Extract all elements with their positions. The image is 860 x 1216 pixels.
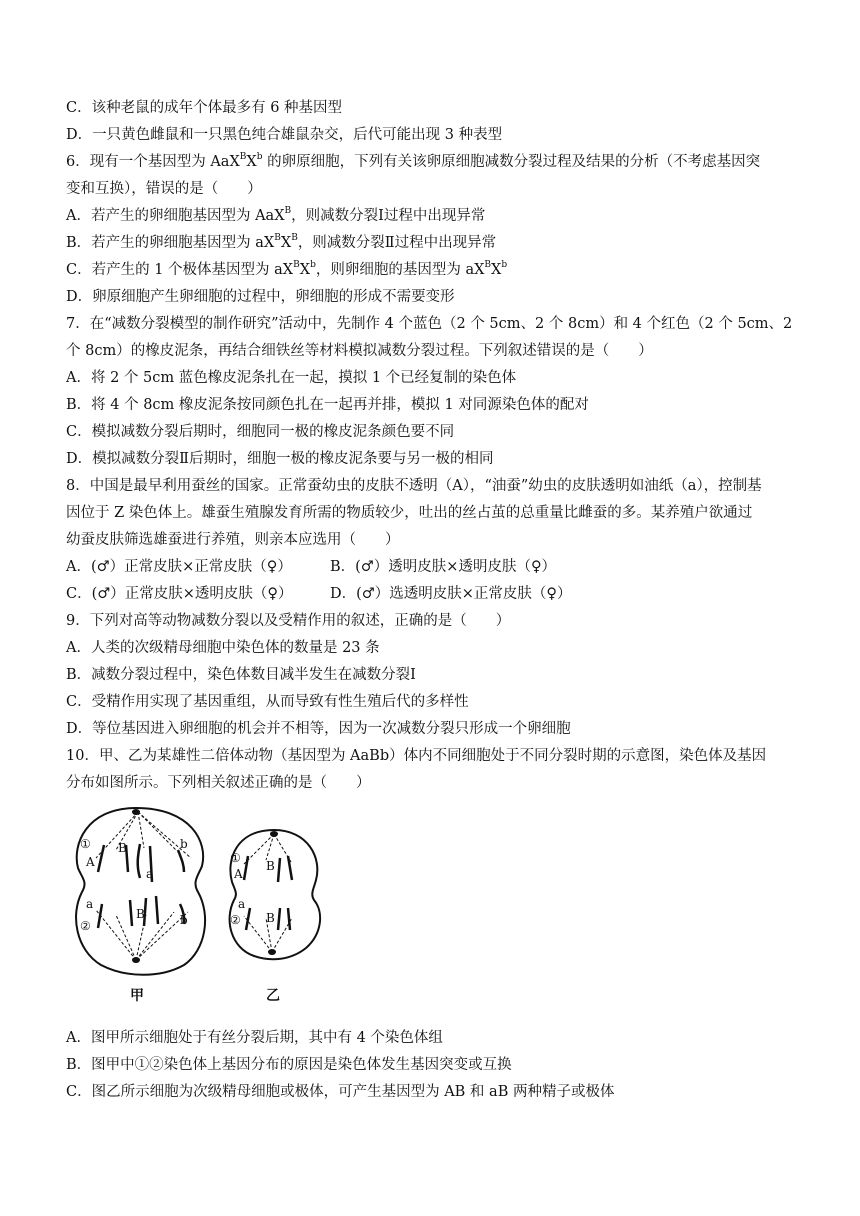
cell-division-figure	[66, 800, 336, 1010]
gene-A-yi: A	[234, 867, 243, 881]
option-9d: D．等位基因进入卵细胞的机会并不相等，因为一次减数分裂只形成一个卵细胞	[66, 721, 571, 737]
option-8a: A．(♂）正常皮肤×正常皮肤（♀）	[66, 559, 292, 575]
option-7d: D．模拟减数分裂Ⅱ后期时，细胞一极的橡皮泥条要与另一极的相同	[66, 451, 494, 467]
option-5d: D．一只黄色雌鼠和一只黑色纯合雄鼠杂交，后代可能出现 3 种表型	[66, 127, 503, 143]
option-10a: A．图甲所示细胞处于有丝分裂后期，其中有 4 个染色体组	[66, 1030, 443, 1046]
option-6d: D．卵原细胞产生卵细胞的过程中，卵细胞的形成不需要变形	[66, 289, 455, 305]
gene-B2-jia: B	[136, 907, 145, 921]
question-8-stem-cont: 因位于 Z 染色体上。雄蚕生殖腺发育所需的物质较少，吐出的丝占茧的总重量比雌蚕的多。某养殖户欲通过	[66, 505, 753, 521]
option-6a: A．若产生的卵细胞基因型为 AaX$^B$，则减数分裂Ⅰ过程中出现异常	[66, 206, 486, 224]
question-7-stem-cont: 个 8cm）的橡皮泥条，再结合细铁丝等材料模拟减数分裂过程。下列叙述错误的是（ ）	[66, 343, 653, 359]
question-6-stem: 6．现有一个基因型为 $AaX^BX^b$ 的卵原细胞，下列有关该卵原细胞减数分裂过程及结果的分析（不考虑基因突	[66, 152, 761, 170]
mark-2-jia: ②	[80, 919, 91, 933]
option-7c: C．模拟减数分裂后期时，细胞同一极的橡皮泥条颜色要不同	[66, 424, 455, 440]
gene-b2-jia: b	[180, 913, 188, 927]
caption-yi: 乙	[266, 988, 280, 1004]
gene-b-jia: b	[180, 837, 188, 851]
gene-a-yi: a	[238, 897, 246, 911]
option-6c: C．若产生的 1 个极体基因型为 $aX^BX^b$，则卵细胞的基因型为 $aX^BX^b$	[66, 260, 508, 278]
cell-yi	[230, 830, 321, 959]
option-5c: C．该种老鼠的成年个体最多有 6 种基因型	[66, 100, 343, 116]
question-7-stem: 7．在“减数分裂模型的制作研究”活动中，先制作 4 个蓝色（2 个 5cm、2 个 8cm）和 4 个红色（2 个 5cm、2	[66, 316, 793, 332]
question-8-stem-cont2: 幼蚕皮肤筛选雄蚕进行养殖，则亲本应选用（ ）	[66, 532, 400, 548]
question-10-stem: 10．甲、乙为某雄性二倍体动物（基因型为 AaBb）体内不同细胞处于不同分裂时期的示意图，染色体及基因	[66, 748, 767, 764]
option-10c: C．图乙所示细胞为次级精母细胞或极体，可产生基因型为 AB 和 aB 两种精子或极体	[66, 1084, 615, 1100]
option-7b: B．将 4 个 8cm 橡皮泥条按同颜色扎在一起再并排，模拟 1 对同源染色体的配对	[66, 397, 589, 413]
gene-B-jia: B	[118, 841, 127, 855]
question-9-stem: 9．下列对高等动物减数分裂以及受精作用的叙述，正确的是（ ）	[66, 613, 511, 629]
option-6b: B．若产生的卵细胞基因型为 $aX^BX^B$，则减数分裂Ⅱ过程中出现异常	[66, 233, 497, 251]
mark-1-jia: ①	[80, 837, 91, 851]
mark-1-yi: ①	[230, 851, 241, 865]
question-8-stem: 8．中国是最早利用蚕丝的国家。正常蚕幼虫的皮肤不透明（A），“油蚕”幼虫的皮肤透明如油纸（a），控制基	[66, 478, 762, 494]
option-8b: B．(♂）透明皮肤×透明皮肤（♀）	[330, 559, 557, 575]
gene-a-jia: a	[146, 867, 154, 881]
caption-jia: 甲	[130, 988, 144, 1004]
option-9a: A．人类的次级精母细胞中染色体的数量是 23 条	[66, 640, 380, 656]
mark-2-yi: ②	[230, 913, 241, 927]
option-7a: A．将 2 个 5cm 蓝色橡皮泥条扎在一起，摸拟 1 个已经复制的染色体	[66, 370, 517, 386]
cell-jia	[76, 808, 205, 975]
question-10-stem-cont: 分布如图所示。下列相关叙述正确的是（ ）	[66, 775, 371, 791]
option-8d: D．(♂）选透明皮肤×正常皮肤（♀）	[330, 586, 572, 602]
gene-B-yi: B	[266, 859, 275, 873]
gene-a2-jia: a	[86, 897, 94, 911]
gene-A-jia: A	[86, 855, 95, 869]
option-8c: C．(♂）正常皮肤×透明皮肤（♀）	[66, 586, 293, 602]
option-9b: B．减数分裂过程中，染色体数目减半发生在减数分裂Ⅰ	[66, 667, 416, 683]
gene-B2-yi: B	[266, 911, 275, 925]
option-10b: B．图甲中①②染色体上基因分布的原因是染色体发生基因突变或互换	[66, 1057, 512, 1073]
option-9c: C．受精作用实现了基因重组，从而导致有性生殖后代的多样性	[66, 694, 469, 710]
question-6-stem-cont: 变和互换），错误的是（ ）	[66, 181, 262, 197]
